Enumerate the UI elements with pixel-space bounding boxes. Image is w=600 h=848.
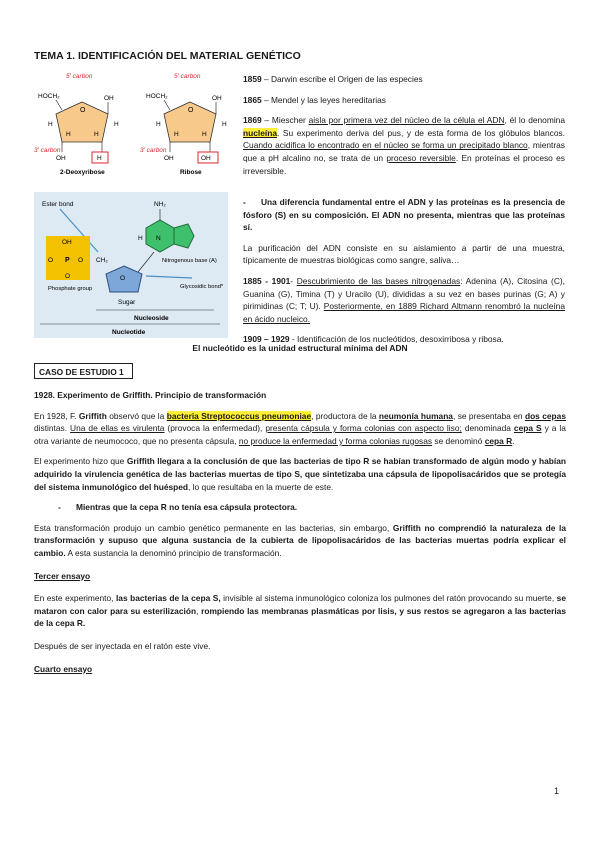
ribose-h-3: H xyxy=(174,131,179,138)
label-3carbon-left: 3' carbon xyxy=(34,147,61,154)
nucleoside-label: Nucleoside xyxy=(134,315,169,322)
griffith-paragraph-1: En 1928, F. Griffith observó que la bacteria Streptococcus pneumoniae, productora de la neumonía humana, se presentaba en dos cepas distintas. Una de ellas es virulenta (provoca la enfermedad), presenta cápsula y forma colonias con aspecto liso; denominada cepa S y a la otra variante de neumococo, que no presenta cápsula, no produce la enfermedad y forma colonias rugosas se denominó cepa R. xyxy=(34,410,566,446)
phosphate-group-label: Phosphate group xyxy=(48,286,93,292)
cuarto-ensayo-heading: Cuarto ensayo xyxy=(34,663,93,674)
caso-estudio-box: CASO DE ESTUDIO 1 xyxy=(34,363,133,379)
ribose-h-4: H xyxy=(202,131,207,138)
sugar-o: O xyxy=(120,275,126,282)
phosphate-oh: OH xyxy=(62,239,72,246)
nitrogenous-base-label: Nitrogenous base (A) xyxy=(162,258,217,264)
ribose-h-1: H xyxy=(156,121,161,128)
ribose-oh-3: OH xyxy=(201,155,211,162)
base-n: N xyxy=(156,235,161,242)
diferencia-paragraph: - Una diferencia fundamental entre el ADN y las proteínas es la presencia de fósforo (S) en su composición. El ADN no presenta, mientras que las proteínas sí. xyxy=(243,197,565,233)
ribose-name: Ribose xyxy=(180,169,202,176)
deoxyribose-h-1: H xyxy=(48,121,53,128)
sugar-label: Sugar xyxy=(118,299,136,306)
griffith-paragraph-2: El experimento hizo que Griffith llegara a la conclusión de que las bacterias de tipo R se habían transformado de algún modo y habían adquirido la virulencia genética de las bacterias muertas de tipo S, que sintetizaba una cápsula de lipopolisacáridos que se protegía del sistema inmunológico del huésped, lo que resultaba en la muerte de este. xyxy=(34,456,566,492)
deoxyribose-hoch2: HOCH₂ xyxy=(38,93,60,100)
deoxyribose-name: 2-Deoxyribose xyxy=(60,169,105,176)
capsula-bullet: - Mientras que la cepa R no tenía esa cápsula protectora. xyxy=(58,502,298,513)
base-h: H xyxy=(138,235,143,242)
deoxyribose-h-3: H xyxy=(66,131,71,138)
page-number: 1 xyxy=(554,786,560,796)
label-5carbon-right: 5' carbon xyxy=(174,73,201,80)
nucleotidos-paragraph: 1909 – 1929 - Identificación de los nucleótidos, desoxirribosa y ribosa. xyxy=(243,334,504,345)
nucleotide-ch2: CH₂ xyxy=(96,257,108,264)
label-5carbon-left: 5' carbon xyxy=(66,73,93,80)
ribose-hoch2: HOCH₂ xyxy=(146,93,168,100)
ribose-h-2: H xyxy=(222,121,227,128)
glycosidic-bond-label: Glycosidic bond* xyxy=(180,284,224,290)
bases-paragraph: 1885 - 1901- Descubrimiento de las bases nitrogenadas: Adenina (A), Citosina (C), Guanina (G), Timina (T) y Uracilo (U), divididas a su vez en bases purinas (G; A) y pirimidinas (C; T; U). Posteriormente, en 1889 Richard Altmann renombró la nucleína en ácido nucleico. xyxy=(243,275,565,324)
deoxyribose-h-2: H xyxy=(114,121,119,128)
despues-paragraph: Después de ser inyectada en el ratón este vive. xyxy=(34,640,211,651)
phosphate-p: P xyxy=(65,257,70,264)
unidad-statement: El nucleótido es la unidad estructural mínima del ADN xyxy=(192,343,408,353)
ribose-oh-2: OH xyxy=(164,155,174,162)
deoxyribose-h-4: H xyxy=(94,131,99,138)
deoxyribose-h-5: H xyxy=(97,155,102,162)
deoxyribose-o: O xyxy=(80,107,86,114)
nucleotide-figure xyxy=(34,192,228,338)
phosphate-o-3: O xyxy=(65,273,71,280)
griffith-heading: 1928. Experimento de Griffith. Principio de transformación xyxy=(34,390,267,400)
label-3carbon-right: 3' carbon xyxy=(140,147,167,154)
sugars-figure xyxy=(34,70,236,178)
tercer-ensayo-paragraph: En este experimento, las bacterias de la cepa S, invisible al sistema inmunológico coloniza los pulmones del ratón provocando su muerte, se mataron con calor para su esterilización, rompiendo las membranas plasmáticas por lisis, y sus restos se agregaron a las bacterias de la cepa R. xyxy=(34,593,566,629)
griffith-paragraph-3: Esta transformación produjo un cambio genético permanente en las bacterias, sin embargo, Griffith no comprendió la naturaleza de la transformación y supuso que alguna sustancia de la cubierta de lipopolisacáridos de las bacterias muertas podría explicar el cambio. A esta sustancia la denominó principio de transformación. xyxy=(34,522,566,558)
ribose-oh-1: OH xyxy=(212,95,222,102)
ribose-o: O xyxy=(188,107,194,114)
timeline-1865: 1865 – Mendel y las leyes hereditarias xyxy=(243,94,386,105)
page-title: TEMA 1. IDENTIFICACIÓN DEL MATERIAL GENÉTICO xyxy=(34,50,301,62)
timeline-1859: 1859 – Darwin escribe el Origen de las especies xyxy=(243,74,423,84)
purificacion-paragraph: La purificación del ADN consiste en su aislamiento a partir de una muestra, típicamente de muestras biológicas como sangre, saliva… xyxy=(243,242,565,266)
phosphate-o-2: O xyxy=(78,257,84,264)
timeline-1869: 1869 – Miescher aisla por primera vez del núcleo de la célula el ADN, él lo denomina nucleína. Su experimento deriva del pus, y de esta forma de los glóbulos blancos. Cuando acidifica lo encontrado en el núcleo se forma un precipitado blanco, mientras que a pH alcalino no, se trata de un proceso reversible. En proteínas el proceso es irreversible. xyxy=(243,115,565,176)
nucleotide-label: Nucleotide xyxy=(112,329,146,336)
deoxyribose-oh-2: OH xyxy=(56,155,66,162)
phosphate-o-1: O xyxy=(48,257,54,264)
tercer-ensayo-heading: Tercer ensayo xyxy=(34,570,91,581)
deoxyribose-oh-1: OH xyxy=(104,95,114,102)
base-nh2: NH₂ xyxy=(154,201,166,208)
ester-bond-label: Ester bond xyxy=(42,201,74,208)
